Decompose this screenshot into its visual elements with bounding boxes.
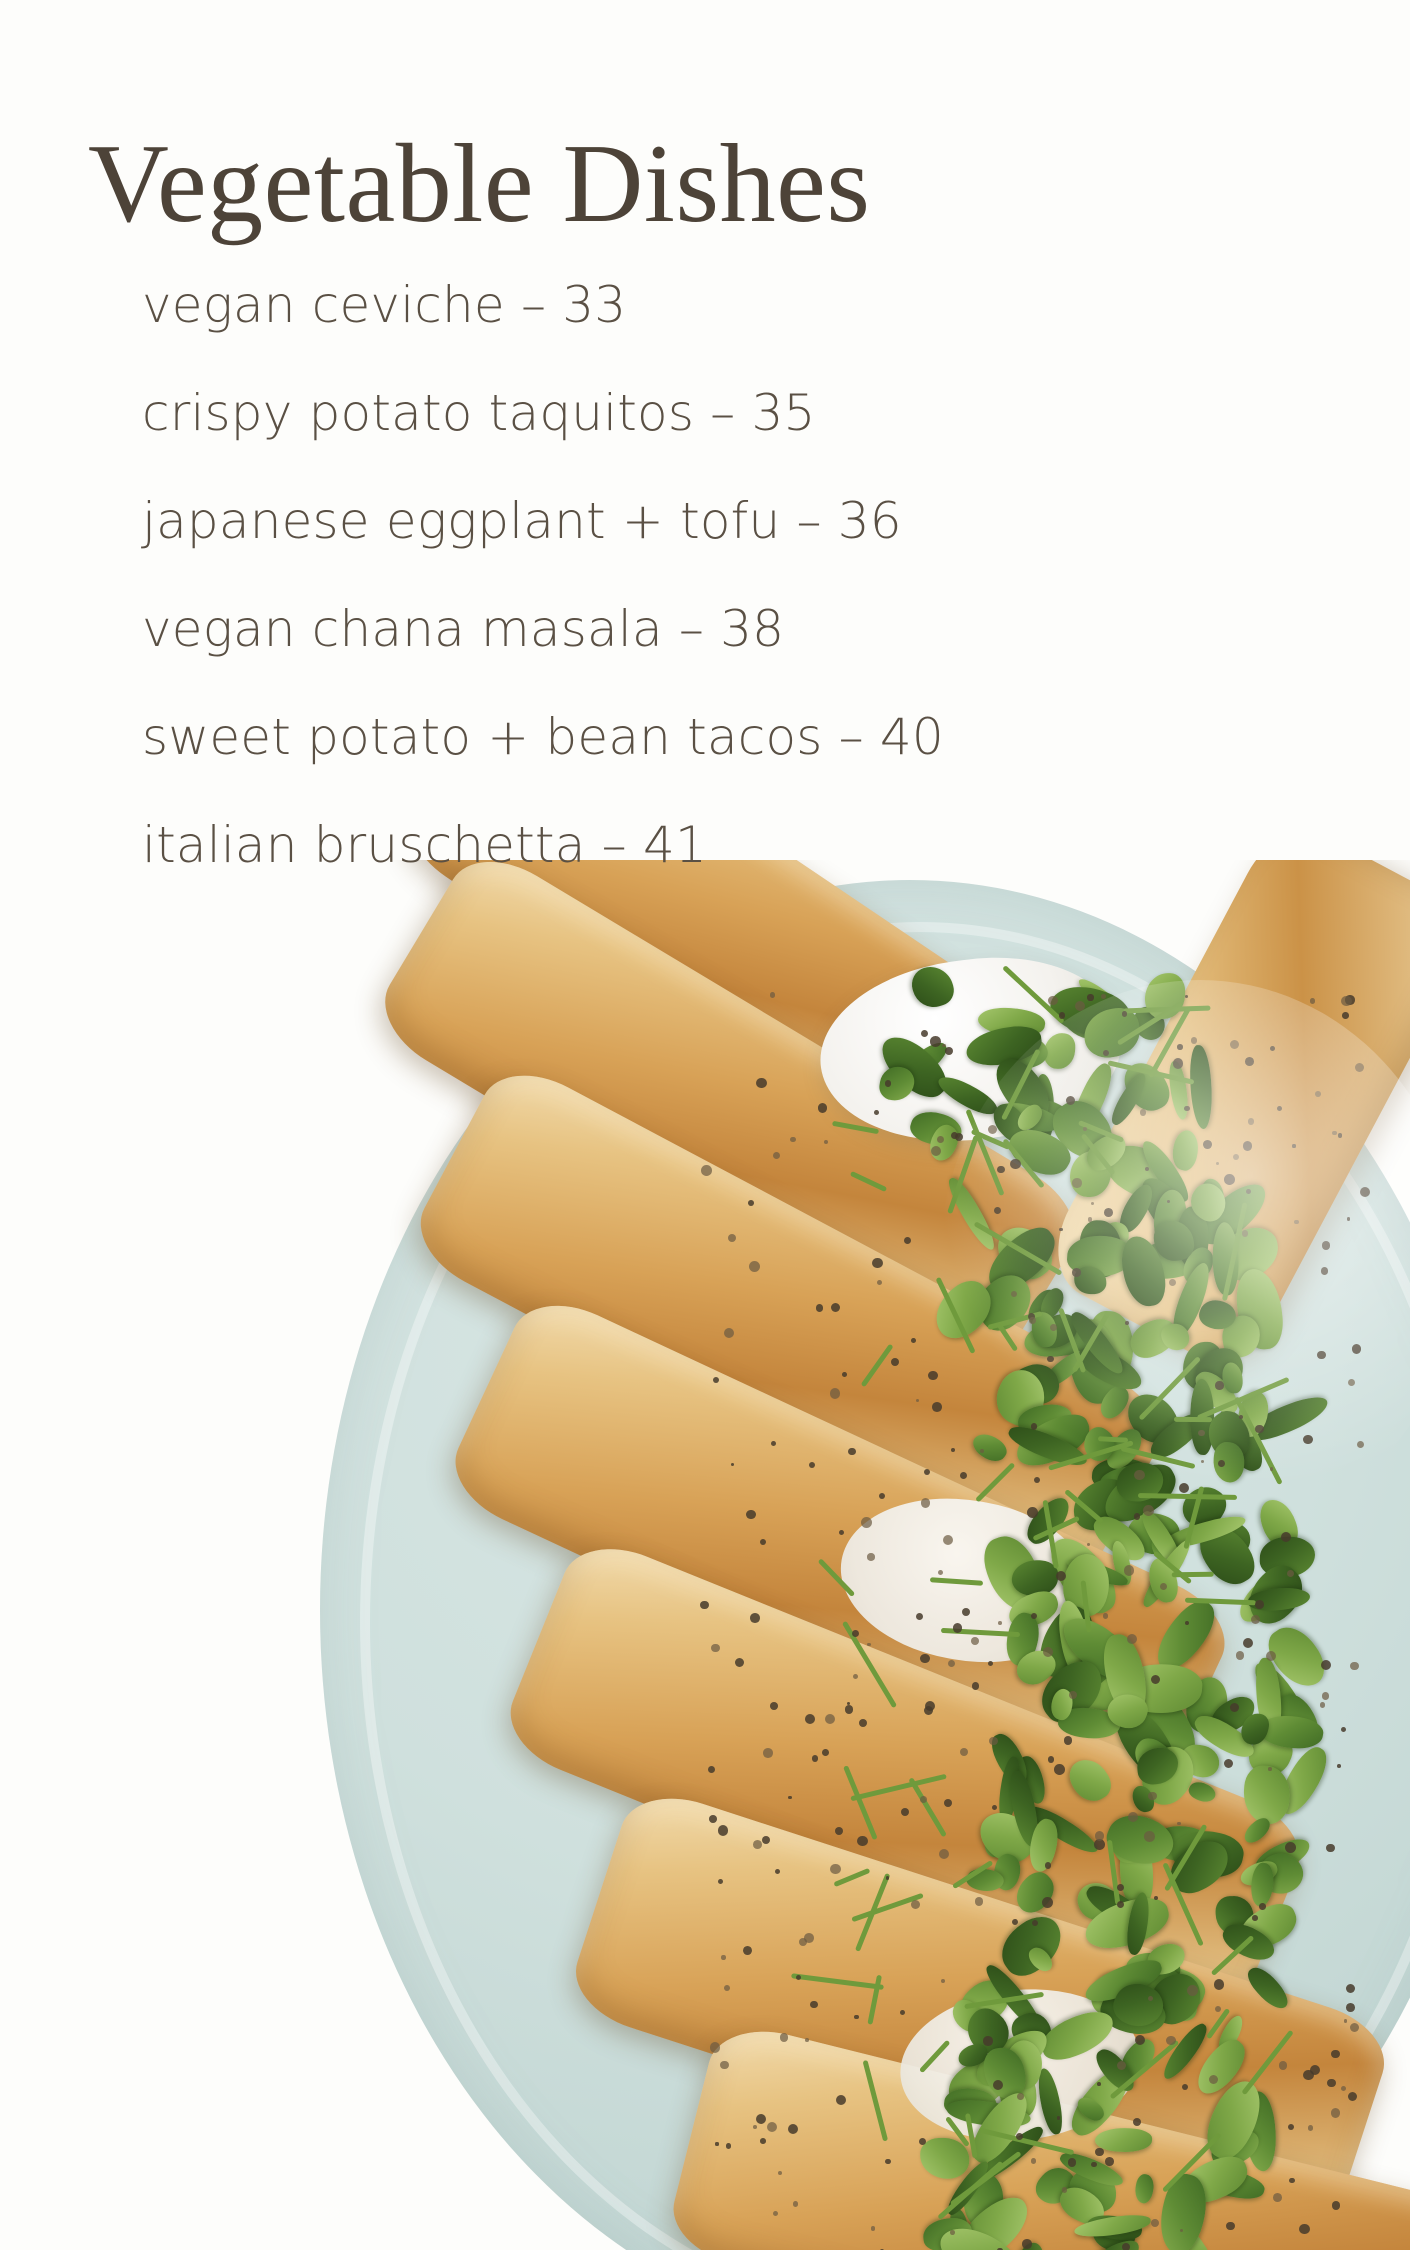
pepper-fleck — [1342, 1012, 1348, 1018]
pepper-fleck — [1087, 1543, 1090, 1546]
pepper-fleck — [773, 2211, 778, 2216]
pepper-fleck — [842, 1372, 847, 1377]
cilantro-leaf — [1063, 1752, 1116, 1808]
pepper-fleck — [1215, 2006, 1221, 2012]
pepper-fleck — [930, 1036, 941, 1047]
pepper-fleck — [1128, 1812, 1138, 1822]
pepper-fleck — [1337, 1764, 1341, 1768]
pepper-fleck — [756, 1078, 767, 1089]
pepper-fleck — [1341, 2086, 1346, 2091]
pepper-fleck — [1148, 1792, 1157, 1801]
cilantro-stem — [919, 2039, 951, 2073]
pepper-fleck — [867, 1553, 874, 1560]
pepper-fleck — [775, 1869, 780, 1874]
pepper-fleck — [721, 1955, 725, 1959]
pepper-fleck — [960, 1748, 969, 1757]
pepper-fleck — [1048, 1756, 1055, 1763]
pepper-fleck — [767, 2122, 777, 2132]
pepper-fleck — [724, 1328, 734, 1338]
pepper-fleck — [1243, 1638, 1253, 1648]
pepper-fleck — [726, 2143, 732, 2149]
pepper-fleck — [1095, 2148, 1103, 2156]
pepper-fleck — [924, 1469, 930, 1475]
pepper-fleck — [743, 1946, 752, 1955]
pepper-fleck — [921, 1030, 928, 1037]
pepper-fleck — [998, 1621, 1002, 1625]
pepper-fleck — [770, 1702, 778, 1710]
pepper-fleck — [1064, 1736, 1072, 1744]
pepper-fleck — [713, 1377, 719, 1383]
pepper-fleck — [988, 1661, 993, 1666]
cilantro-leaf — [1243, 1961, 1293, 2014]
pepper-fleck — [972, 1682, 979, 1689]
pepper-fleck — [925, 1701, 935, 1711]
pepper-fleck — [1045, 1862, 1052, 1869]
list-item: italian bruschetta – 41 — [142, 816, 707, 874]
pepper-fleck — [1117, 1884, 1124, 1891]
pepper-fleck — [1056, 1571, 1066, 1581]
pepper-fleck — [852, 1630, 860, 1638]
pepper-fleck — [942, 1044, 945, 1047]
pepper-fleck — [771, 1441, 776, 1446]
cilantro-stem — [842, 1621, 897, 1708]
pepper-fleck — [762, 1836, 770, 1844]
pepper-fleck — [921, 1498, 931, 1508]
pepper-fleck — [1341, 1727, 1346, 1732]
pepper-fleck — [920, 1654, 929, 1663]
pepper-fleck — [1226, 2222, 1234, 2230]
pepper-fleck — [1268, 1767, 1272, 1771]
pepper-fleck — [1255, 1600, 1264, 1609]
pepper-fleck — [790, 1137, 796, 1143]
pepper-fleck — [1281, 1532, 1291, 1542]
pepper-fleck — [1331, 2050, 1339, 2058]
pepper-fleck — [788, 2124, 798, 2134]
pepper-fleck — [731, 1463, 734, 1466]
pepper-fleck — [1122, 2243, 1130, 2250]
pepper-fleck — [854, 2015, 859, 2020]
pepper-fleck — [1348, 2092, 1357, 2101]
pepper-fleck — [770, 992, 776, 998]
pepper-fleck — [753, 2125, 757, 2129]
pepper-fleck — [760, 2138, 766, 2144]
pepper-fleck — [891, 1358, 899, 1366]
pepper-fleck — [848, 1448, 855, 1455]
pepper-fleck — [1310, 2065, 1320, 2075]
pepper-fleck — [805, 2038, 809, 2042]
cilantro-stem — [843, 1765, 877, 1840]
pepper-fleck — [885, 1080, 892, 1087]
pepper-fleck — [1054, 1764, 1065, 1775]
pepper-fleck — [756, 2114, 766, 2124]
pepper-fleck — [1327, 2079, 1336, 2088]
pepper-fleck — [735, 1658, 744, 1667]
cilantro-stem — [1172, 1572, 1214, 1578]
pepper-fleck — [950, 2230, 955, 2235]
list-item: japanese eggplant + tofu – 36 — [142, 492, 902, 550]
pepper-fleck — [1230, 1703, 1239, 1712]
pepper-fleck — [788, 1796, 791, 1799]
pepper-fleck — [879, 1493, 885, 1499]
cilantro-stem — [909, 1777, 948, 1838]
pepper-fleck — [919, 2138, 926, 2145]
pepper-fleck — [992, 1805, 997, 1810]
pepper-fleck — [928, 1371, 938, 1381]
pepper-fleck — [810, 2001, 818, 2009]
pepper-fleck — [1048, 996, 1058, 1006]
pepper-fleck — [874, 1110, 879, 1115]
pepper-fleck — [1310, 998, 1315, 1003]
pepper-fleck — [773, 1152, 780, 1159]
pepper-fleck — [1182, 2084, 1188, 2090]
pepper-fleck — [1057, 2116, 1061, 2120]
pepper-fleck — [1236, 1651, 1244, 1659]
pepper-fleck — [778, 2171, 782, 2175]
pepper-fleck — [861, 1517, 872, 1528]
pepper-fleck — [944, 1799, 952, 1807]
pepper-fleck — [1346, 2003, 1355, 2012]
cilantro-stem — [791, 1973, 883, 1990]
pepper-fleck — [715, 2142, 718, 2145]
pepper-fleck — [816, 1304, 823, 1311]
pepper-fleck — [1180, 2229, 1183, 2232]
pepper-fleck — [900, 2010, 905, 2015]
pepper-fleck — [1251, 1615, 1260, 1624]
list-item: sweet potato + bean tacos – 40 — [142, 708, 944, 766]
pepper-fleck — [809, 1462, 815, 1468]
pepper-fleck — [1062, 2187, 1068, 2193]
pepper-fleck — [1166, 2036, 1175, 2045]
cilantro-leaf — [920, 2138, 970, 2180]
pepper-fleck — [1068, 2158, 1077, 2167]
pepper-fleck — [708, 1766, 715, 1773]
cilantro-stem — [860, 1344, 893, 1388]
pepper-fleck — [724, 1985, 730, 1991]
pepper-fleck — [1105, 2157, 1114, 2166]
pepper-fleck — [845, 1705, 853, 1713]
pepper-fleck — [836, 2095, 846, 2105]
pepper-fleck — [939, 1849, 949, 1859]
pepper-fleck — [780, 2033, 789, 2042]
pepper-fleck — [831, 1303, 840, 1312]
pepper-fleck — [710, 2042, 720, 2052]
cilantro-stem — [850, 1171, 887, 1192]
menu-section — [0, 0, 1410, 928]
pepper-fleck — [728, 1234, 736, 1242]
pepper-fleck — [1326, 1844, 1335, 1853]
pepper-fleck — [943, 1535, 953, 1545]
pepper-fleck — [720, 2061, 728, 2069]
pepper-fleck — [763, 1748, 773, 1758]
pepper-fleck — [932, 1402, 942, 1412]
pepper-fleck — [818, 1103, 827, 1112]
cilantro-stem — [930, 1577, 983, 1586]
pepper-fleck — [1103, 1613, 1109, 1619]
pepper-fleck — [877, 1280, 882, 1285]
list-item: vegan chana masala – 38 — [142, 600, 785, 658]
pepper-fleck — [750, 1613, 760, 1623]
pepper-fleck — [1279, 2061, 1288, 2070]
pepper-fleck — [805, 1714, 815, 1724]
pepper-fleck — [748, 1200, 754, 1206]
pepper-fleck — [938, 1570, 943, 1575]
pepper-fleck — [1095, 1831, 1104, 1840]
pepper-fleck — [822, 1749, 829, 1756]
pepper-fleck — [916, 1399, 919, 1402]
pepper-fleck — [1287, 1570, 1294, 1577]
pepper-fleck — [1177, 1822, 1181, 1826]
pepper-fleck — [701, 1165, 712, 1176]
pepper-fleck — [853, 1674, 859, 1680]
pepper-fleck — [824, 1140, 828, 1144]
pepper-fleck — [1332, 2201, 1341, 2210]
pepper-fleck — [1022, 2239, 1031, 2248]
pepper-fleck — [1350, 1662, 1359, 1671]
pepper-fleck — [904, 1237, 911, 1244]
pepper-fleck — [711, 1644, 720, 1653]
pepper-fleck — [1299, 2224, 1310, 2235]
cilantro-stem — [818, 1558, 855, 1596]
pepper-fleck — [960, 1472, 967, 1479]
cilantro-stem — [832, 1121, 880, 1135]
pepper-fleck — [1124, 1565, 1134, 1575]
pepper-fleck — [886, 1876, 890, 1880]
pepper-fleck — [989, 1737, 998, 1746]
cilantro-stem — [975, 1462, 1016, 1503]
pepper-fleck — [1259, 1903, 1266, 1910]
pepper-fleck — [1133, 2118, 1141, 2126]
pepper-fleck — [983, 2036, 992, 2045]
cilantro-leaf — [1132, 2173, 1155, 2205]
pepper-fleck — [1273, 2193, 1282, 2202]
pepper-fleck — [718, 1825, 729, 1836]
pepper-fleck — [872, 1258, 882, 1268]
pepper-fleck — [1042, 1897, 1053, 1908]
pepper-fleck — [1224, 1759, 1233, 1768]
pepper-fleck — [1091, 2162, 1097, 2168]
pepper-fleck — [867, 1643, 871, 1647]
pepper-fleck — [1344, 2019, 1347, 2022]
pepper-fleck — [911, 1338, 916, 1343]
pepper-fleck — [911, 1900, 920, 1909]
pepper-fleck — [746, 1510, 756, 1520]
pepper-fleck — [1341, 996, 1351, 1006]
page-title: Vegetable Dishes — [88, 122, 871, 246]
pepper-fleck — [1214, 1979, 1225, 1990]
pepper-fleck — [859, 1719, 867, 1727]
pepper-fleck — [1087, 994, 1093, 1000]
pepper-fleck — [1027, 1507, 1038, 1518]
pepper-fleck — [920, 1796, 927, 1803]
menu-item-list — [0, 240, 1410, 874]
pepper-fleck — [1144, 1831, 1155, 1842]
pepper-fleck — [857, 1836, 867, 1846]
pepper-fleck — [1321, 1660, 1331, 1670]
pepper-fleck — [1288, 2124, 1294, 2130]
pepper-fleck — [975, 1897, 983, 1905]
pepper-fleck — [1151, 2219, 1159, 2227]
pepper-fleck — [962, 1608, 970, 1616]
pepper-fleck — [1031, 2158, 1037, 2164]
pepper-fleck — [885, 2159, 890, 2164]
cilantro-stem — [850, 1774, 946, 1802]
pepper-fleck — [916, 1613, 923, 1620]
cilantro-leaf — [1242, 1765, 1292, 1826]
pepper-fleck — [1017, 2093, 1024, 2100]
pepper-fleck — [830, 1864, 840, 1874]
pepper-fleck — [1308, 2125, 1313, 2130]
pepper-fleck — [709, 1815, 717, 1823]
pepper-fleck — [941, 1979, 945, 1983]
pepper-fleck — [1187, 1985, 1198, 1996]
pepper-fleck — [901, 1808, 909, 1816]
pepper-fleck — [945, 1047, 953, 1055]
pepper-fleck — [847, 1702, 850, 1705]
pepper-fleck — [839, 1530, 844, 1535]
pepper-fleck — [1289, 2178, 1294, 2183]
pepper-fleck — [1252, 1915, 1258, 1921]
pepper-fleck — [749, 1261, 760, 1272]
list-item: crispy potato taquitos – 35 — [142, 384, 816, 442]
food-photo — [300, 860, 1410, 2250]
pepper-fleck — [1154, 1896, 1158, 1900]
pepper-fleck — [825, 1714, 835, 1724]
pepper-fleck — [1322, 1692, 1329, 1699]
pepper-fleck — [1320, 1702, 1325, 1707]
pepper-fleck — [971, 1637, 979, 1645]
pepper-fleck — [1127, 1634, 1137, 1644]
pepper-fleck — [1117, 1901, 1124, 1908]
pepper-fleck — [804, 1933, 814, 1943]
pepper-fleck — [1032, 1920, 1038, 1926]
pepper-fleck — [760, 1539, 766, 1545]
list-item: vegan ceviche – 33 — [142, 276, 627, 334]
pepper-fleck — [871, 2226, 875, 2230]
pepper-fleck — [1346, 1984, 1355, 1993]
pepper-fleck — [948, 1660, 955, 1667]
pepper-fleck — [830, 1388, 841, 1399]
pepper-fleck — [951, 1448, 955, 1452]
pepper-fleck — [793, 2201, 798, 2206]
pepper-fleck — [753, 1840, 762, 1849]
pepper-fleck — [700, 1601, 708, 1609]
pepper-fleck — [835, 1827, 843, 1835]
cilantro-stem — [862, 2060, 887, 2141]
pepper-fleck — [1012, 1919, 1018, 1925]
pepper-fleck — [812, 1755, 819, 1762]
pepper-fleck — [1097, 2082, 1101, 2086]
